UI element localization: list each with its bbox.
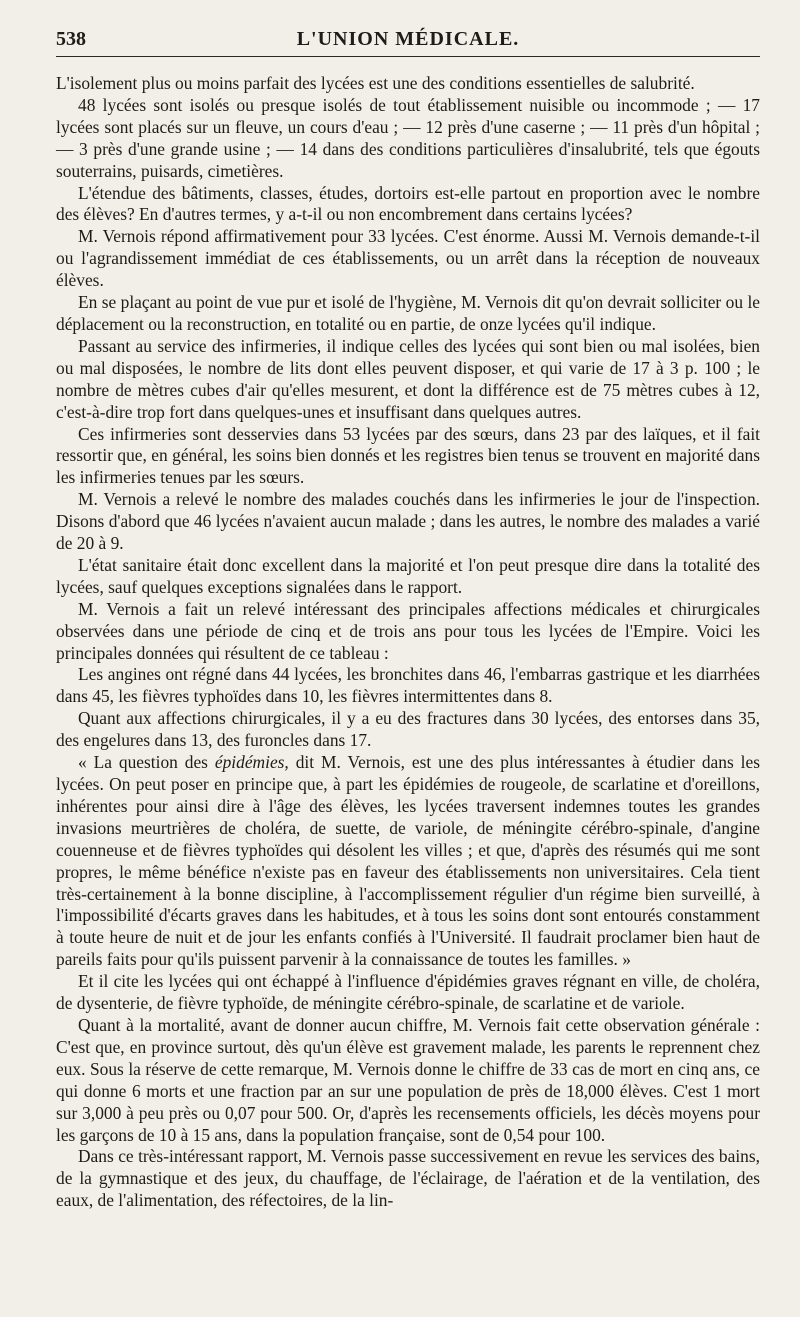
article-body	[56, 73, 760, 1212]
paragraph: M. Vernois a relevé le nombre des malades couchés dans les infirmeries le jour de l'inspection. Disons d'abord que 46 lycées n'avaient aucun malade ; dans les autres, le nombre des malades a varié de 20 à 9.	[56, 489, 760, 554]
paragraph: Dans ce très-intéressant rapport, M. Vernois passe successivement en revue les services des bains, de la gymnastique et des jeux, du chauffage, de l'éclairage, de l'aération et de la ventilation, des eaux, de l'alimentation, des réfectoires, de la lin-	[56, 1146, 760, 1211]
paragraph: M. Vernois a fait un relevé intéressant des principales affections médicales et chirurgicales observées dans une période de cinq et de trois ans pour tous les lycées de l'Empire. Voici les principales données qui résultent de ce tableau :	[56, 598, 760, 663]
page-header	[56, 22, 760, 57]
paragraph: Quant à la mortalité, avant de donner aucun chiffre, M. Vernois fait cette observation générale : C'est que, en province surtout, dès qu'un élève est gravement malade, les parents le reprennent chez eux. Sous la réserve de cette remarque, M. Vernois donne le chiffre de 33 cas de mort en cinq ans, ce qui donne 6 morts et une fraction par an sur une population de près de 18,000 élèves. C'est 1 mort sur 3,000 à peu près ou 0,07 pour 500. Or, d'après les recensements officiels, les décès moyens pour les garçons de 10 à 15 ans, dans la population française, sont de 0,54 pour 100.	[56, 1014, 760, 1145]
quote-text-start: « La question des	[78, 752, 215, 773]
page-number: 538	[56, 28, 86, 50]
paragraph: M. Vernois répond affirmativement pour 33 lycées. C'est énorme. Aussi M. Vernois demande-t-il ou l'agrandissement immédiat de ces établissements, ou un arrêt dans la réception de nouveaux élèves.	[56, 226, 760, 291]
paragraph: L'isolement plus ou moins parfait des lycées est une des conditions essentielles de salubrité.	[56, 73, 695, 93]
paragraph: En se plaçant au point de vue pur et isolé de l'hygiène, M. Vernois dit qu'on devrait solliciter ou le déplacement ou la reconstruction, en totalité ou en partie, de onze lycées qu'il indique.	[56, 292, 760, 334]
paragraph: Ces infirmeries sont desservies dans 53 lycées par des sœurs, dans 23 par des laïques, et il fait ressortir que, en général, les soins bien donnés et les registres bien tenus se trouvent en majorité dans les infirmeries tenues par les sœurs.	[56, 423, 760, 488]
running-title: L'UNION MÉDICALE.	[296, 28, 520, 50]
paragraph: L'étendue des bâtiments, classes, études, dortoirs est-elle partout en proportion avec le nombre des élèves? En d'autres termes, y a-t-il ou non encombrement dans certains lycées?	[56, 182, 760, 225]
quote-paragraph	[56, 752, 760, 971]
paragraph: Les angines ont régné dans 44 lycées, les bronchites dans 46, l'embarras gastrique et les diarrhées dans 45, les fièvres typhoïdes dans 10, les fièvres intermittentes dans 8.	[56, 664, 760, 707]
paragraph: Et il cite les lycées qui ont échappé à l'influence d'épidémies graves régnant en ville, de choléra, de dysenterie, de fièvre typhoïde, de méningite cérébro-spinale, de scarlatine et de variole.	[56, 971, 760, 1014]
paragraph: Passant au service des infirmeries, il indique celles des lycées qui sont bien ou mal isolées, bien ou mal disposées, le nombre de lits dont elles peuvent disposer, et qui varie de 17 à 3 p. 100 ; le nombre de mètres cubes d'air qu'elles mesurent, et dont la différence est de 75 mètres cubes à 12, c'est-à-dire trop fort dans quelques-unes et insuffisant dans quelques autres.	[56, 335, 760, 422]
paragraph: Quant aux affections chirurgicales, il y a eu des fractures dans 30 lycées, des entorses dans 35, des engelures dans 13, des furoncles dans 17.	[56, 708, 760, 751]
paragraph: 48 lycées sont isolés ou presque isolés de tout établissement nuisible ou incommode ; — 17 lycées sont placés sur un fleuve, un cours d'eau ; — 12 près d'une caserne ; — 11 près d'un hôpital ; — 3 près d'une grande usine ; — 14 dans des conditions particulières d'insalubrité, tels que égouts souterrains, puisards, cimetières.	[56, 94, 760, 181]
emphasis-epidemies: épidémies,	[214, 752, 289, 773]
paragraph: L'état sanitaire était donc excellent dans la majorité et l'on peut presque dire dans la totalité des lycées, sauf quelques exceptions signalées dans le rapport.	[56, 554, 760, 597]
quote-text-rest: dit M. Vernois, est une des plus intéressantes à étudier dans les lycées. On peut poser en principe que, à part les épidémies de rougeole, de scarlatine et d'oreillons, inhérentes pour ainsi dire à l'âge des élèves, les lycées traversent indemnes toutes les grandes invasions meurtrières de choléra, de suette, de variole, de méningite cérébro-spinale, d'angine couenneuse et de fièvres typhoïdes qui désolent les villes ; et que, d'après des résumés qui me sont propres, le même bénéfice n'existe pas en faveur des établissements non universitaires. Cela tient très-certainement à la bonne discipline, à l'accomplissement régulier d'un régime bien surveillé, à l'impossibilité d'écarts graves dans les habitudes, et à tous les soins dont sont entourés constamment à toute heure de nuit et de jour les enfants confiés à l'Université. Il faudrait proclamer bien haut de pareils faits pour qu'ils puissent parvenir à la connaissance de toutes les familles. »	[56, 752, 760, 970]
